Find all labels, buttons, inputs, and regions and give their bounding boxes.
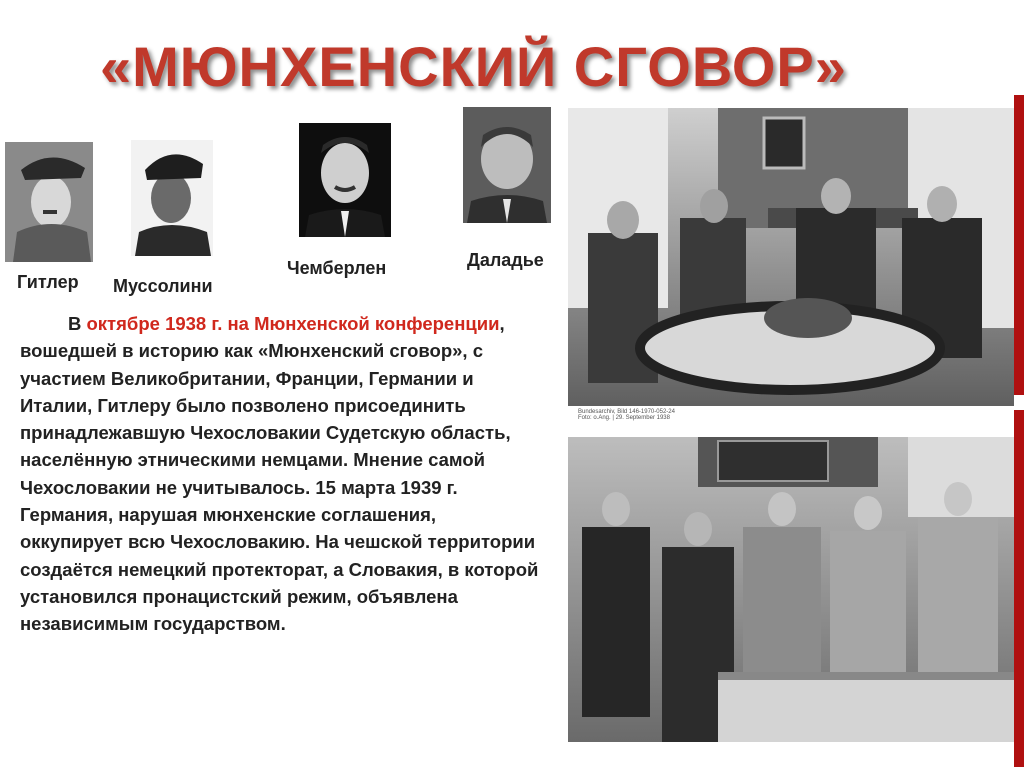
body-text-highlight: октябре 1938 г. на Мюнхенской конференции bbox=[86, 313, 500, 334]
edge-bar-bottom bbox=[1014, 410, 1024, 767]
portrait-caption: Гитлер bbox=[17, 272, 79, 292]
edge-bar-top bbox=[1014, 95, 1024, 395]
slide-title: «МЮНХЕНСКИЙ СГОВОР» bbox=[100, 35, 847, 98]
portrait-photo bbox=[463, 107, 551, 223]
portrait-photo bbox=[299, 123, 391, 237]
photo-caption-line: Bundesarchiv, Bild 146-1970-052-24 bbox=[578, 409, 675, 415]
body-paragraph bbox=[20, 310, 540, 638]
body-text-intro: В bbox=[68, 313, 87, 334]
portrait-caption: Чемберлен bbox=[287, 258, 387, 278]
conference-photo-top bbox=[568, 108, 1014, 421]
body-text-main: , вошедшей в историю как «Мюнхенский сговор», с участием Великобритании, Франции, Германии и Италии, Гитлеру было позволено присоединить принадлежавшую Чехословакии Судетскую область, населённую этническими немцами. Мнение самой Чехословакии не учитывалось. 15 марта 1939 г. Германия, нарушая мюнхенские соглашения, оккупирует всю Чехословакию. На чешской территории создаётся немецкий протекторат, а Словакия, в которой установился пронацистский режим, объявлена независимым государством. bbox=[20, 313, 539, 635]
portrait-photo bbox=[5, 142, 93, 262]
portrait-photo bbox=[131, 140, 213, 256]
photo-caption-line: Foto: o.Ang. | 29. September 1938 bbox=[578, 415, 670, 421]
conference-photo-bottom bbox=[568, 437, 1014, 742]
portrait-caption: Муссолини bbox=[113, 276, 213, 296]
portrait-caption: Даладье bbox=[467, 250, 544, 270]
